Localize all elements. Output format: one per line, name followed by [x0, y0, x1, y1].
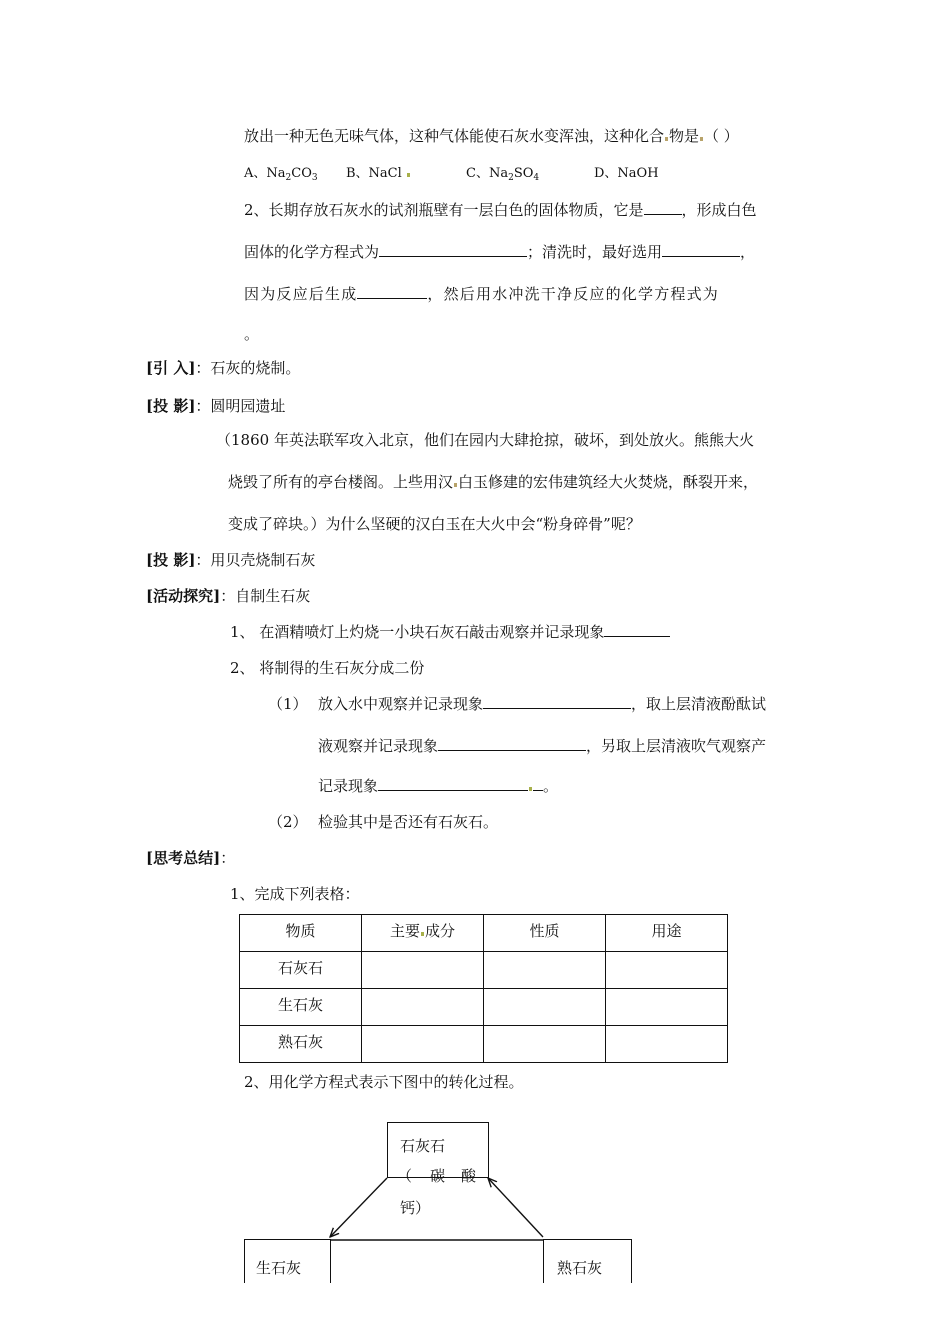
story-line3: 变成了碎块。）为什么坚硬的汉白玉在大火中会“粉身碎骨”呢？ — [228, 515, 641, 533]
arrow-limestone-to-quicklime — [330, 1178, 387, 1237]
arrow-slakedlime-to-limestone — [488, 1178, 543, 1237]
activity-heading: [活动探究]：自制生石灰 — [146, 587, 311, 605]
header-cell: 主要 成分 — [362, 915, 484, 952]
q1-option-d: D、NaOH — [594, 166, 659, 181]
q2-line2: 固体的化学方程式为 ；清洗时，最好选用 ， — [244, 243, 756, 261]
story-line2: 烧毁了所有的亭台楼阁。上些用汉 白玉修建的宏伟建筑经大火焚烧，酥裂开来， — [228, 473, 759, 491]
header-cell: 物质 — [240, 915, 362, 952]
summary-item-1: 1、完成下列表格： — [230, 885, 360, 903]
part2-number: （2） — [268, 813, 308, 831]
quicklime-label: 生石灰 — [256, 1259, 302, 1277]
activity-step-1: 1、 在酒精喷灯上灼烧一小块石灰石敲击观察并记录现象 — [230, 622, 670, 642]
limestone-formula-close: 钙） — [400, 1199, 431, 1217]
activity-step-2: 2、 将制得的生石灰分成二份 — [230, 659, 425, 677]
part1-line2: 液观察并记录现象 ，另取上层清液吹气观察产 — [318, 737, 767, 755]
summary-item-2: 2、用化学方程式表示下图中的转化过程。 — [244, 1073, 524, 1091]
q2-line1: 2、长期存放石灰水的试剂瓶壁有一层白色的固体物质，它是 ，形成白色 — [244, 201, 757, 219]
projection-1: [投 影]：圆明园遗址 — [146, 397, 286, 415]
limestone-formula-open: （ — [397, 1167, 413, 1185]
header-cell: 性质 — [484, 915, 606, 952]
limestone-formula-char2: 酸 — [461, 1167, 477, 1185]
row-label: 石灰石 — [240, 952, 362, 989]
intro-line: [引 入]：石灰的烧制。 — [146, 359, 301, 377]
part1-line1: 放入水中观察并记录现象 ，取上层清液酚酞试 — [318, 695, 767, 713]
q1-option-a: A、$Na_2CO_3$ — [244, 166, 318, 183]
q2-line3: 因为反应后生成 ，然后用水冲洗干净反应的化学方程式为 — [244, 285, 720, 303]
q1-option-c: C、$Na_2SO_4$ — [466, 166, 540, 183]
q1-line1: 放出一种无色无味气体，这种气体能使石灰水变浑浊，这种化合 物是 （ ） — [244, 127, 739, 145]
header-cell: 用途 — [606, 915, 728, 952]
summary-heading: [思考总结]： — [146, 849, 236, 867]
part2-text: 检验其中是否还有石灰石。 — [318, 813, 499, 831]
projection-2: [投 影]：用贝壳烧制石灰 — [146, 551, 316, 569]
part1-number: （1） — [268, 695, 308, 713]
part1-line3: 记录现象 。 — [318, 777, 559, 795]
limestone-formula-char1: 碳 — [430, 1167, 446, 1185]
q2-line4: 。 — [244, 325, 260, 343]
limestone-label: 石灰石 — [400, 1137, 446, 1155]
story-line1: （1860 年英法联军攻入北京，他们在园内大肆抢掠，破坏，到处放火。熊熊大火 — [216, 431, 754, 449]
slakedlime-label: 熟石灰 — [557, 1259, 603, 1277]
q1-option-b: B、NaCl — [346, 164, 411, 184]
row-label: 生石灰 — [240, 989, 362, 1026]
row-label: 熟石灰 — [240, 1026, 362, 1063]
